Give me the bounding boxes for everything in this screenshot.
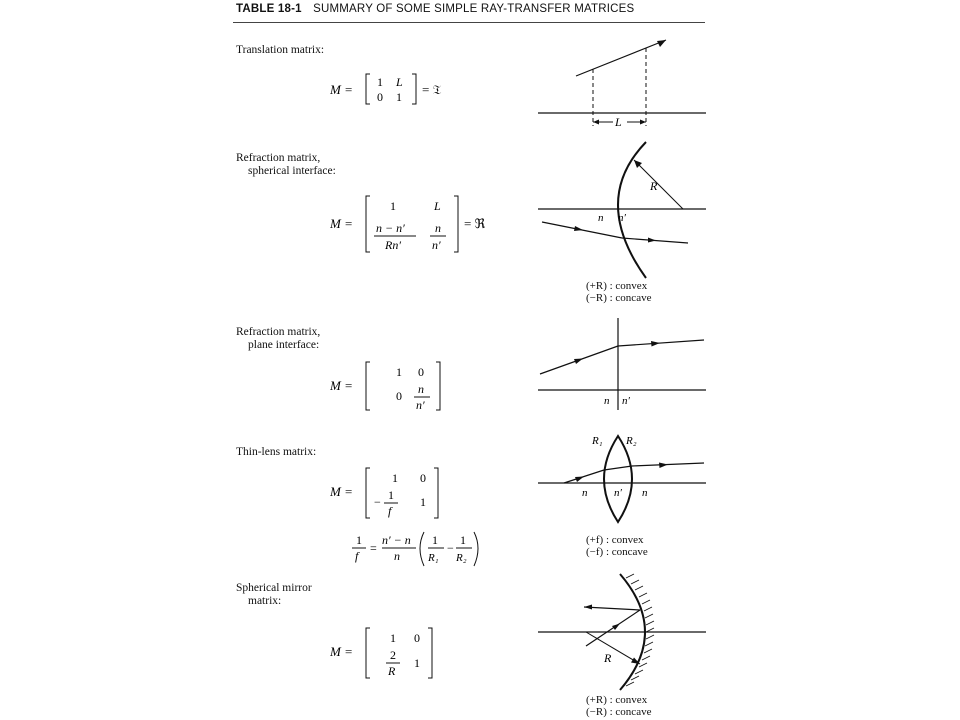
table-header xyxy=(236,3,634,15)
lm-lhs-den: f xyxy=(355,549,359,563)
lm-paren-left xyxy=(420,532,424,566)
r2-label: R₂ xyxy=(626,435,637,447)
matrix-b: 0 xyxy=(418,365,424,379)
n-label: n xyxy=(604,395,610,407)
bracket-right xyxy=(428,628,432,678)
matrix-b: 0 xyxy=(414,631,420,645)
bracket-left xyxy=(366,74,370,104)
n-prime-label: n′ xyxy=(618,212,626,224)
n-prime-label: n′ xyxy=(622,395,630,407)
lm-mid-den: n xyxy=(394,549,400,563)
table-title: SUMMARY OF SOME SIMPLE RAY-TRANSFER MATRICES xyxy=(313,3,635,15)
matrix-lhs: M = xyxy=(330,484,353,499)
refraction-spherical-diagram xyxy=(538,140,708,280)
radius-label: R xyxy=(604,651,612,665)
refraction-spherical-caption xyxy=(586,280,651,304)
matrix-lhs: M = xyxy=(330,644,353,659)
matrix-b: L xyxy=(434,199,441,213)
refraction-plane-label-line2: plane interface: xyxy=(248,339,320,351)
lm-mid-num: n′ − n xyxy=(382,533,411,547)
caption-concave: (−R) : concave xyxy=(586,292,652,304)
dim-arrow-right xyxy=(640,120,646,125)
refraction-plane-label-line1: Refraction matrix, xyxy=(236,326,321,338)
matrix-d: 1 xyxy=(414,656,420,670)
bracket-left xyxy=(366,196,370,252)
ray-line xyxy=(576,40,666,76)
thin-lens-caption xyxy=(586,534,648,558)
matrix-c-num: 1 xyxy=(388,488,394,502)
translation-diagram xyxy=(538,36,708,132)
lm-r2-num: 1 xyxy=(460,533,466,547)
ray-arrowhead xyxy=(657,40,666,47)
lm-minus: − xyxy=(447,541,454,555)
matrix-c-den: f xyxy=(388,504,392,518)
matrix-d-num: n xyxy=(435,221,441,235)
refracted-ray xyxy=(618,340,704,346)
mirror-hatching xyxy=(626,574,654,686)
refraction-spherical-label-line2: spherical interface: xyxy=(248,165,336,177)
table-number: TABLE 18-1 xyxy=(236,3,302,15)
spherical-mirror-matrix xyxy=(330,624,440,682)
translation-matrix xyxy=(330,66,480,112)
matrix-d-den: n′ xyxy=(416,398,425,412)
translation-label xyxy=(236,44,324,57)
refraction-spherical-label xyxy=(236,152,336,178)
bracket-left xyxy=(366,468,370,518)
spherical-mirror-label-line2: matrix: xyxy=(248,595,282,607)
n-mid-label: n′ xyxy=(614,487,622,499)
bracket-left xyxy=(366,362,370,410)
lensmaker-equation xyxy=(352,528,482,572)
matrix-d-den: n′ xyxy=(432,238,441,252)
thin-lens-matrix xyxy=(330,466,450,526)
r1-label: R₁ xyxy=(592,435,603,447)
distance-label: L xyxy=(615,115,622,129)
reflected-ray xyxy=(584,607,640,610)
matrix-d-num: n xyxy=(418,382,424,396)
n-left-label: n xyxy=(582,487,588,499)
matrix-lhs: M = xyxy=(330,378,353,393)
incident-arrowhead xyxy=(612,624,620,631)
header-rule xyxy=(233,22,705,23)
matrix-c-num: n − n′ xyxy=(376,221,405,235)
spherical-mirror-diagram xyxy=(538,570,708,692)
matrix-a: 1 xyxy=(396,365,402,379)
refraction-plane-matrix xyxy=(330,358,450,414)
spherical-mirror-caption xyxy=(586,694,651,718)
matrix-c-num: 2 xyxy=(390,648,396,662)
dim-arrow-left xyxy=(593,120,599,125)
matrix-rhs: = ℜ xyxy=(464,216,486,231)
lens-ray xyxy=(604,466,632,470)
lm-paren-right xyxy=(474,532,478,566)
matrix-lhs: M = xyxy=(330,216,353,231)
refraction-spherical-matrix xyxy=(330,192,490,256)
reflected-arrowhead xyxy=(584,605,592,610)
matrix-c-den: R xyxy=(388,664,396,678)
refracted-arrowhead xyxy=(659,463,668,469)
matrix-c-den: Rn′ xyxy=(385,238,401,252)
refraction-plane-label xyxy=(236,326,320,352)
n-right-label: n xyxy=(642,487,648,499)
incident-ray xyxy=(586,610,640,646)
bracket-right xyxy=(454,196,458,252)
thin-lens xyxy=(604,436,632,522)
matrix-a: 1 xyxy=(390,199,396,213)
refraction-spherical-label-line1: Refraction matrix, xyxy=(236,152,321,164)
matrix-a: 1 xyxy=(390,631,396,645)
incident-arrowhead xyxy=(575,477,584,483)
translation-label-text: Translation matrix: xyxy=(236,44,325,56)
bracket-right xyxy=(412,74,416,104)
incident-arrowhead xyxy=(574,359,583,365)
matrix-c: 0 xyxy=(377,90,383,104)
lm-r1-den: R₁ xyxy=(428,552,439,564)
thin-lens-label xyxy=(236,446,316,459)
matrix-c-sign: − xyxy=(374,495,381,509)
spherical-interface xyxy=(618,142,646,278)
n-label: n xyxy=(598,212,604,224)
thin-lens-label-text: Thin-lens matrix: xyxy=(236,446,317,458)
radius-label: R xyxy=(650,179,658,193)
matrix-rhs: = 𝔗 xyxy=(422,82,442,97)
bracket-left xyxy=(366,628,370,678)
lm-eq: = xyxy=(370,541,377,555)
caption-concave: (−R) : concave xyxy=(586,706,652,718)
radius-line xyxy=(634,160,683,209)
lm-lhs-num: 1 xyxy=(356,533,362,547)
matrix-b: L xyxy=(396,75,403,89)
lm-r1-num: 1 xyxy=(432,533,438,547)
matrix-a: 1 xyxy=(392,471,398,485)
bracket-right xyxy=(434,468,438,518)
matrix-c: 0 xyxy=(396,389,402,403)
matrix-b: 0 xyxy=(420,471,426,485)
thin-lens-diagram xyxy=(538,430,708,530)
caption-convex: (+f) : convex xyxy=(586,534,644,546)
lm-r2-den: R₂ xyxy=(456,552,467,564)
matrix-d: 1 xyxy=(396,90,402,104)
radius-line xyxy=(586,632,640,664)
spherical-mirror-label-line1: Spherical mirror xyxy=(236,582,312,594)
matrix-a: 1 xyxy=(377,75,383,89)
caption-concave: (−f) : concave xyxy=(586,546,648,558)
matrix-lhs: M = xyxy=(330,82,353,97)
matrix-d: 1 xyxy=(420,495,426,509)
caption-convex: (+R) : convex xyxy=(586,280,648,292)
refraction-plane-diagram xyxy=(538,318,708,410)
spherical-mirror-label xyxy=(236,582,312,608)
bracket-right xyxy=(436,362,440,410)
caption-convex: (+R) : convex xyxy=(586,694,648,706)
